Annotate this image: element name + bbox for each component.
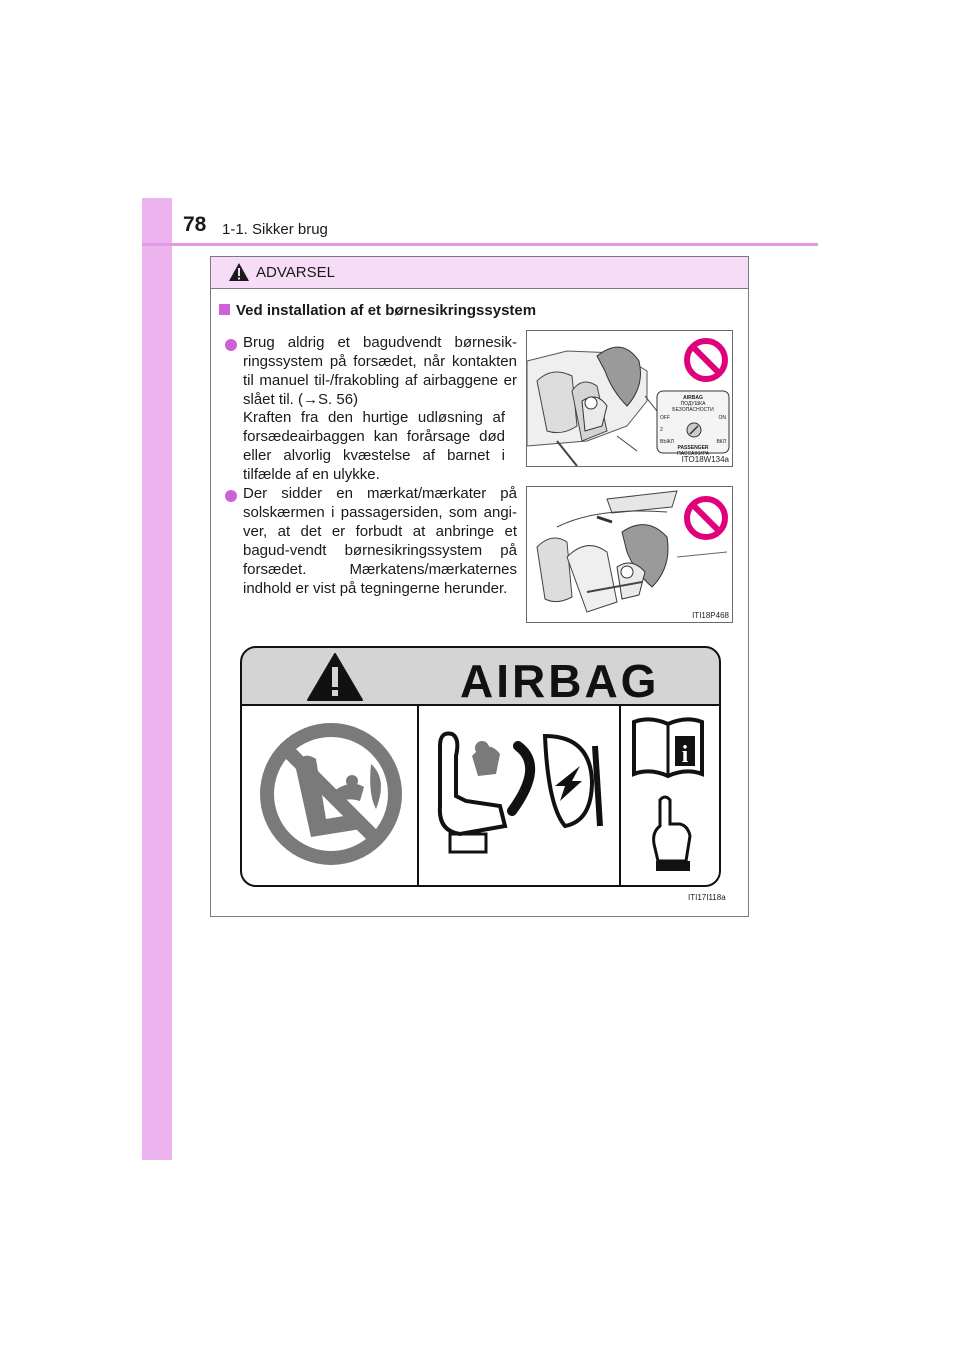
sticker-passenger: PASSENGER (677, 445, 709, 451)
warning-triangle-icon (306, 652, 364, 702)
page-number: 78 (183, 213, 207, 236)
bullet-dot-icon (225, 339, 237, 351)
bullet1-consequence: Kraften fra den hurtige udløsning af forsædeairbaggen kan forårsage død eller alvorlig kvæstelse af barnet i tilfælde af en ulykke. (243, 409, 505, 483)
sticker-subtitle: ПОДУШКА БЕЗОПАСНОСТИ (672, 401, 714, 413)
bullet2-text: Der sidder en mærkat/mærkater på solskærmen i passagersiden, som angi-ver, at det er forbudt at anbringe et bagud-vendt børnesikringssystem på forsædet. Mærkatens/mærkaternes indhold er vist på tegningerne herunder. (243, 485, 517, 597)
prohibition-icon (683, 495, 729, 541)
read-manual-icon (630, 716, 710, 876)
figure-code: ITO18W134a (681, 455, 729, 464)
switch-dial-icon (686, 422, 702, 438)
svg-text:i: i (681, 742, 689, 768)
warning-label: ADVARSEL (256, 264, 335, 281)
sticker-passenger-ru: ПАССАЖИРА (677, 451, 709, 457)
warning-triangle-icon (228, 262, 250, 282)
sticker-on: ON (718, 415, 726, 421)
warning-box (210, 256, 749, 917)
chapter-tab (142, 198, 172, 1160)
warning-heading (219, 302, 536, 319)
sticker-off-ru: ВЫКЛ (660, 439, 674, 445)
header-rule (142, 243, 818, 246)
airbag-title: AIRBAG (460, 655, 660, 707)
figure-code: ITI18P468 (692, 611, 729, 620)
warning-header (211, 257, 748, 289)
prohibition-icon (683, 337, 729, 383)
airbag-warning-label (240, 646, 721, 887)
sticker-off: OFF (660, 415, 670, 421)
figure-sun-visor (526, 486, 733, 623)
square-bullet-icon (219, 304, 230, 315)
bullet-dot-icon (225, 490, 237, 502)
sticker-number: 2 (660, 427, 663, 433)
airbag-deploy-icon (430, 726, 610, 866)
no-rear-facing-seat-icon (256, 719, 406, 869)
figure-rear-facing-seat (526, 330, 733, 467)
airbag-switch-sticker (660, 395, 726, 457)
sticker-brand: AIRBAG (683, 395, 703, 401)
section-title: 1-1. Sikker brug (222, 221, 328, 238)
sticker-on-ru: ВКЛ (716, 439, 726, 445)
bullet1-text: Brug aldrig et bagudvendt børnesik-ringssystem på forsædet, når kontakten til manuel til-/frakobling af airbaggene er slået til. (→S. 56) (243, 334, 517, 408)
warning-heading-text: Ved installation af et børnesikringssystem (236, 302, 537, 319)
figure-code: ITI17I118a (688, 893, 726, 902)
